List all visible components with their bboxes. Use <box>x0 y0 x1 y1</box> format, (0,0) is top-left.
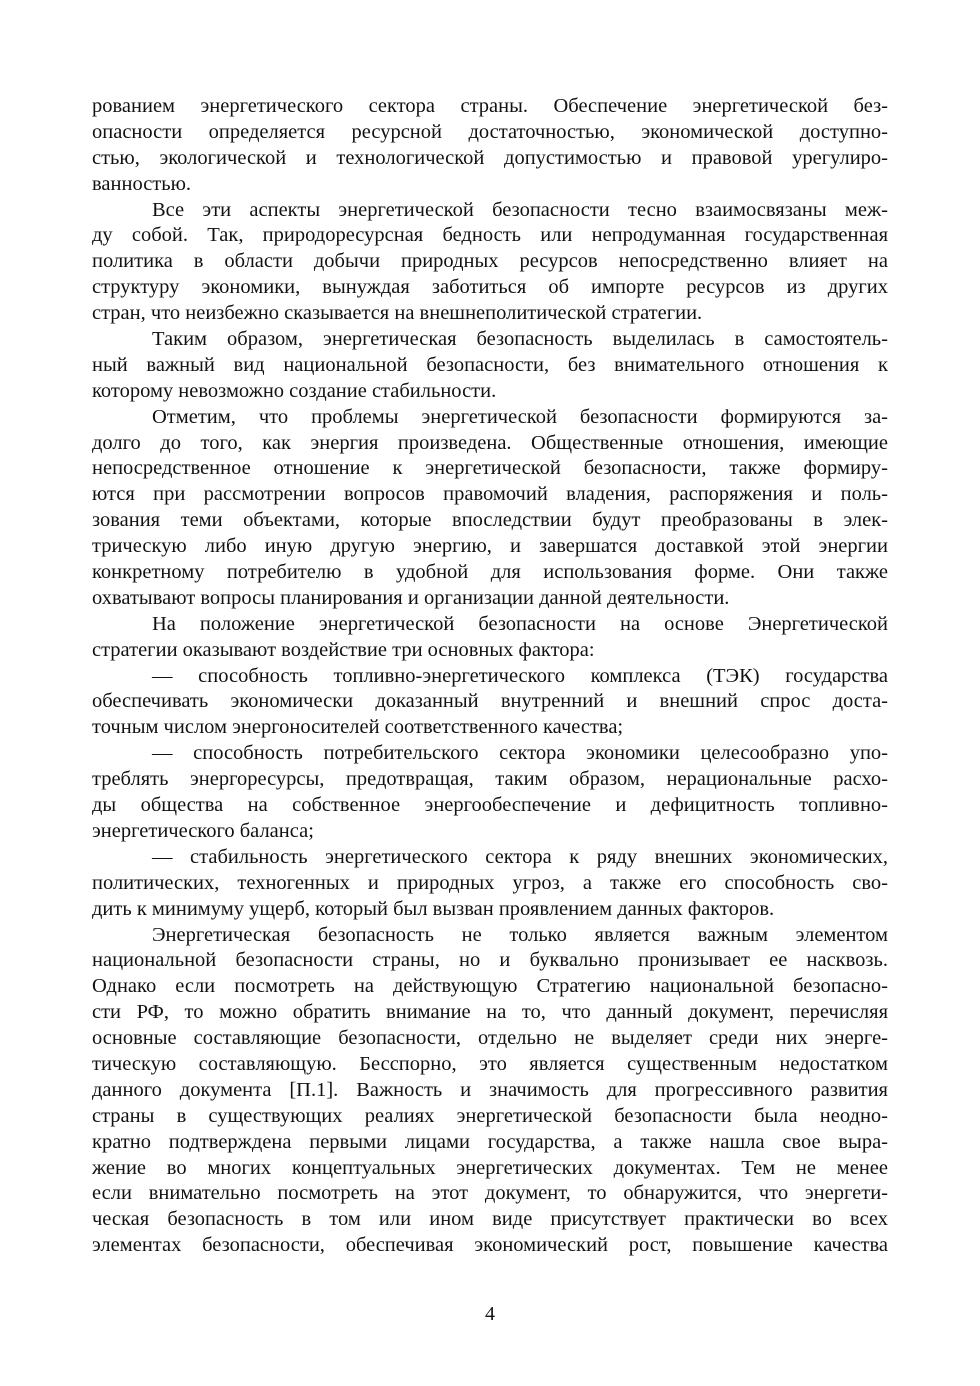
text-line: Отметим, что проблемы энергетической безопасности формируются за- <box>152 405 888 428</box>
paragraph <box>92 664 888 742</box>
paragraph <box>92 327 888 405</box>
text-line: конкретному потребителю в удобной для использования форме. Они также <box>92 561 888 584</box>
text-line: На положение энергетической безопасности на основе Энергетической <box>152 612 888 635</box>
text-line: национальной безопасности страны, но и буквально пронизывает ее насквозь. <box>92 949 888 972</box>
text-line: основные составляющие безопасности, отдельно не выделяет среди них энерге- <box>92 1027 888 1050</box>
text-line: треблять энергоресурсы, предотвращая, таким образом, нерациональные расхо- <box>92 768 888 791</box>
text-line: Энергетическая безопасность не только является важным элементом <box>152 923 888 946</box>
text-line: точным числом энергоносителей соответственного качества; <box>92 716 624 739</box>
text-line: стью, экологической и технологической допустимостью и правовой урегулиро- <box>92 146 888 169</box>
paragraph <box>92 405 888 612</box>
text-line: трическую либо иную другую энергию, и завершатся доставкой этой энергии <box>92 535 888 558</box>
text-line: страны в существующих реалиях энергетической безопасности была неодно- <box>92 1104 888 1127</box>
paragraph <box>92 94 888 198</box>
text-line: тическую составляющую. Бесспорно, это является существенным недостатком <box>92 1052 888 1075</box>
text-line: жение во многих концептуальных энергетических документах. Тем не менее <box>92 1156 888 1179</box>
text-line: элементах безопасности, обеспечивая экономический рост, повышение качества <box>92 1234 888 1257</box>
text-line: рованием энергетического сектора страны. Обеспечение энергетической без- <box>92 95 888 117</box>
text-line: энергетического баланса; <box>92 819 314 842</box>
text-line: стран, что неизбежно сказывается на внешнеполитической стратегии. <box>92 302 703 325</box>
text-line: ный важный вид национальной безопасности, без внимательного отношения к <box>92 353 888 376</box>
text-line: если внимательно посмотреть на этот документ, то обнаружится, что энергети- <box>92 1182 888 1205</box>
page-number: 4 <box>485 1303 495 1325</box>
text-line: политика в области добычи природных ресурсов непосредственно влияет на <box>92 250 888 273</box>
text-line: дить к минимуму ущерб, который был вызван проявлением данных факторов. <box>92 897 775 920</box>
paragraph <box>92 612 888 664</box>
text-line: ванностью. <box>92 172 192 195</box>
text-line: — способность потребительского сектора экономики целесообразно упо- <box>152 742 888 765</box>
text-line: — способность топливно-энергетического комплекса (ТЭК) государства <box>152 664 888 687</box>
text-line: ческая безопасность в том или ином виде присутствует практически во всех <box>92 1208 888 1231</box>
paragraph <box>92 198 888 327</box>
text-line: политических, техногенных и природных угроз, а также его способность сво- <box>92 871 888 894</box>
text-line: опасности определяется ресурсной достаточностью, экономической доступно- <box>92 120 888 143</box>
text-line: обеспечивать экономически доказанный внутренний и внешний спрос доста- <box>92 690 888 713</box>
text-line: ды общества на собственное энергообеспечение и дефицитность топливно- <box>92 794 888 817</box>
text-line: кратно подтверждена первыми лицами государства, а также нашла свое выра- <box>92 1130 888 1153</box>
text-line: долго до того, как энергия произведена. Общественные отношения, имеющие <box>92 431 888 454</box>
text-line: сти РФ, то можно обратить внимание на то, что данный документ, перечисляя <box>92 1001 888 1024</box>
text-line: ются при рассмотрении вопросов правомочий владения, распоряжения и поль- <box>92 483 888 506</box>
text-line: охватывают вопросы планирования и организации данной деятельности. <box>92 586 730 609</box>
text-line: ду собой. Так, природоресурсная бедность или непродуманная государственная <box>92 224 888 247</box>
text-line: — стабильность энергетического сектора к ряду внешних экономических, <box>152 845 888 868</box>
text-line: непосредственное отношение к энергетической безопасности, также формиру- <box>92 457 888 480</box>
paragraph <box>92 923 888 1260</box>
document-body <box>92 94 888 1259</box>
text-line: стратегии оказывают воздействие три основных фактора: <box>92 638 595 661</box>
text-line: зования теми объектами, которые впоследствии будут преобразованы в элек- <box>92 509 888 532</box>
paragraph <box>92 741 888 845</box>
text-line: данного документа [П.1]. Важность и значимость для прогрессивного развития <box>92 1078 888 1101</box>
text-line: которому невозможно создание стабильности. <box>92 379 497 402</box>
text-line: Однако если посмотреть на действующую Стратегию национальной безопасно- <box>92 975 888 998</box>
text-line: Таким образом, энергетическая безопасность выделилась в самостоятель- <box>152 328 888 351</box>
text-line: Все эти аспекты энергетической безопасности тесно взаимосвязаны меж- <box>152 198 888 221</box>
paragraph <box>92 845 888 923</box>
text-line: структуру экономики, вынуждая заботиться об импорте ресурсов из других <box>92 276 888 299</box>
